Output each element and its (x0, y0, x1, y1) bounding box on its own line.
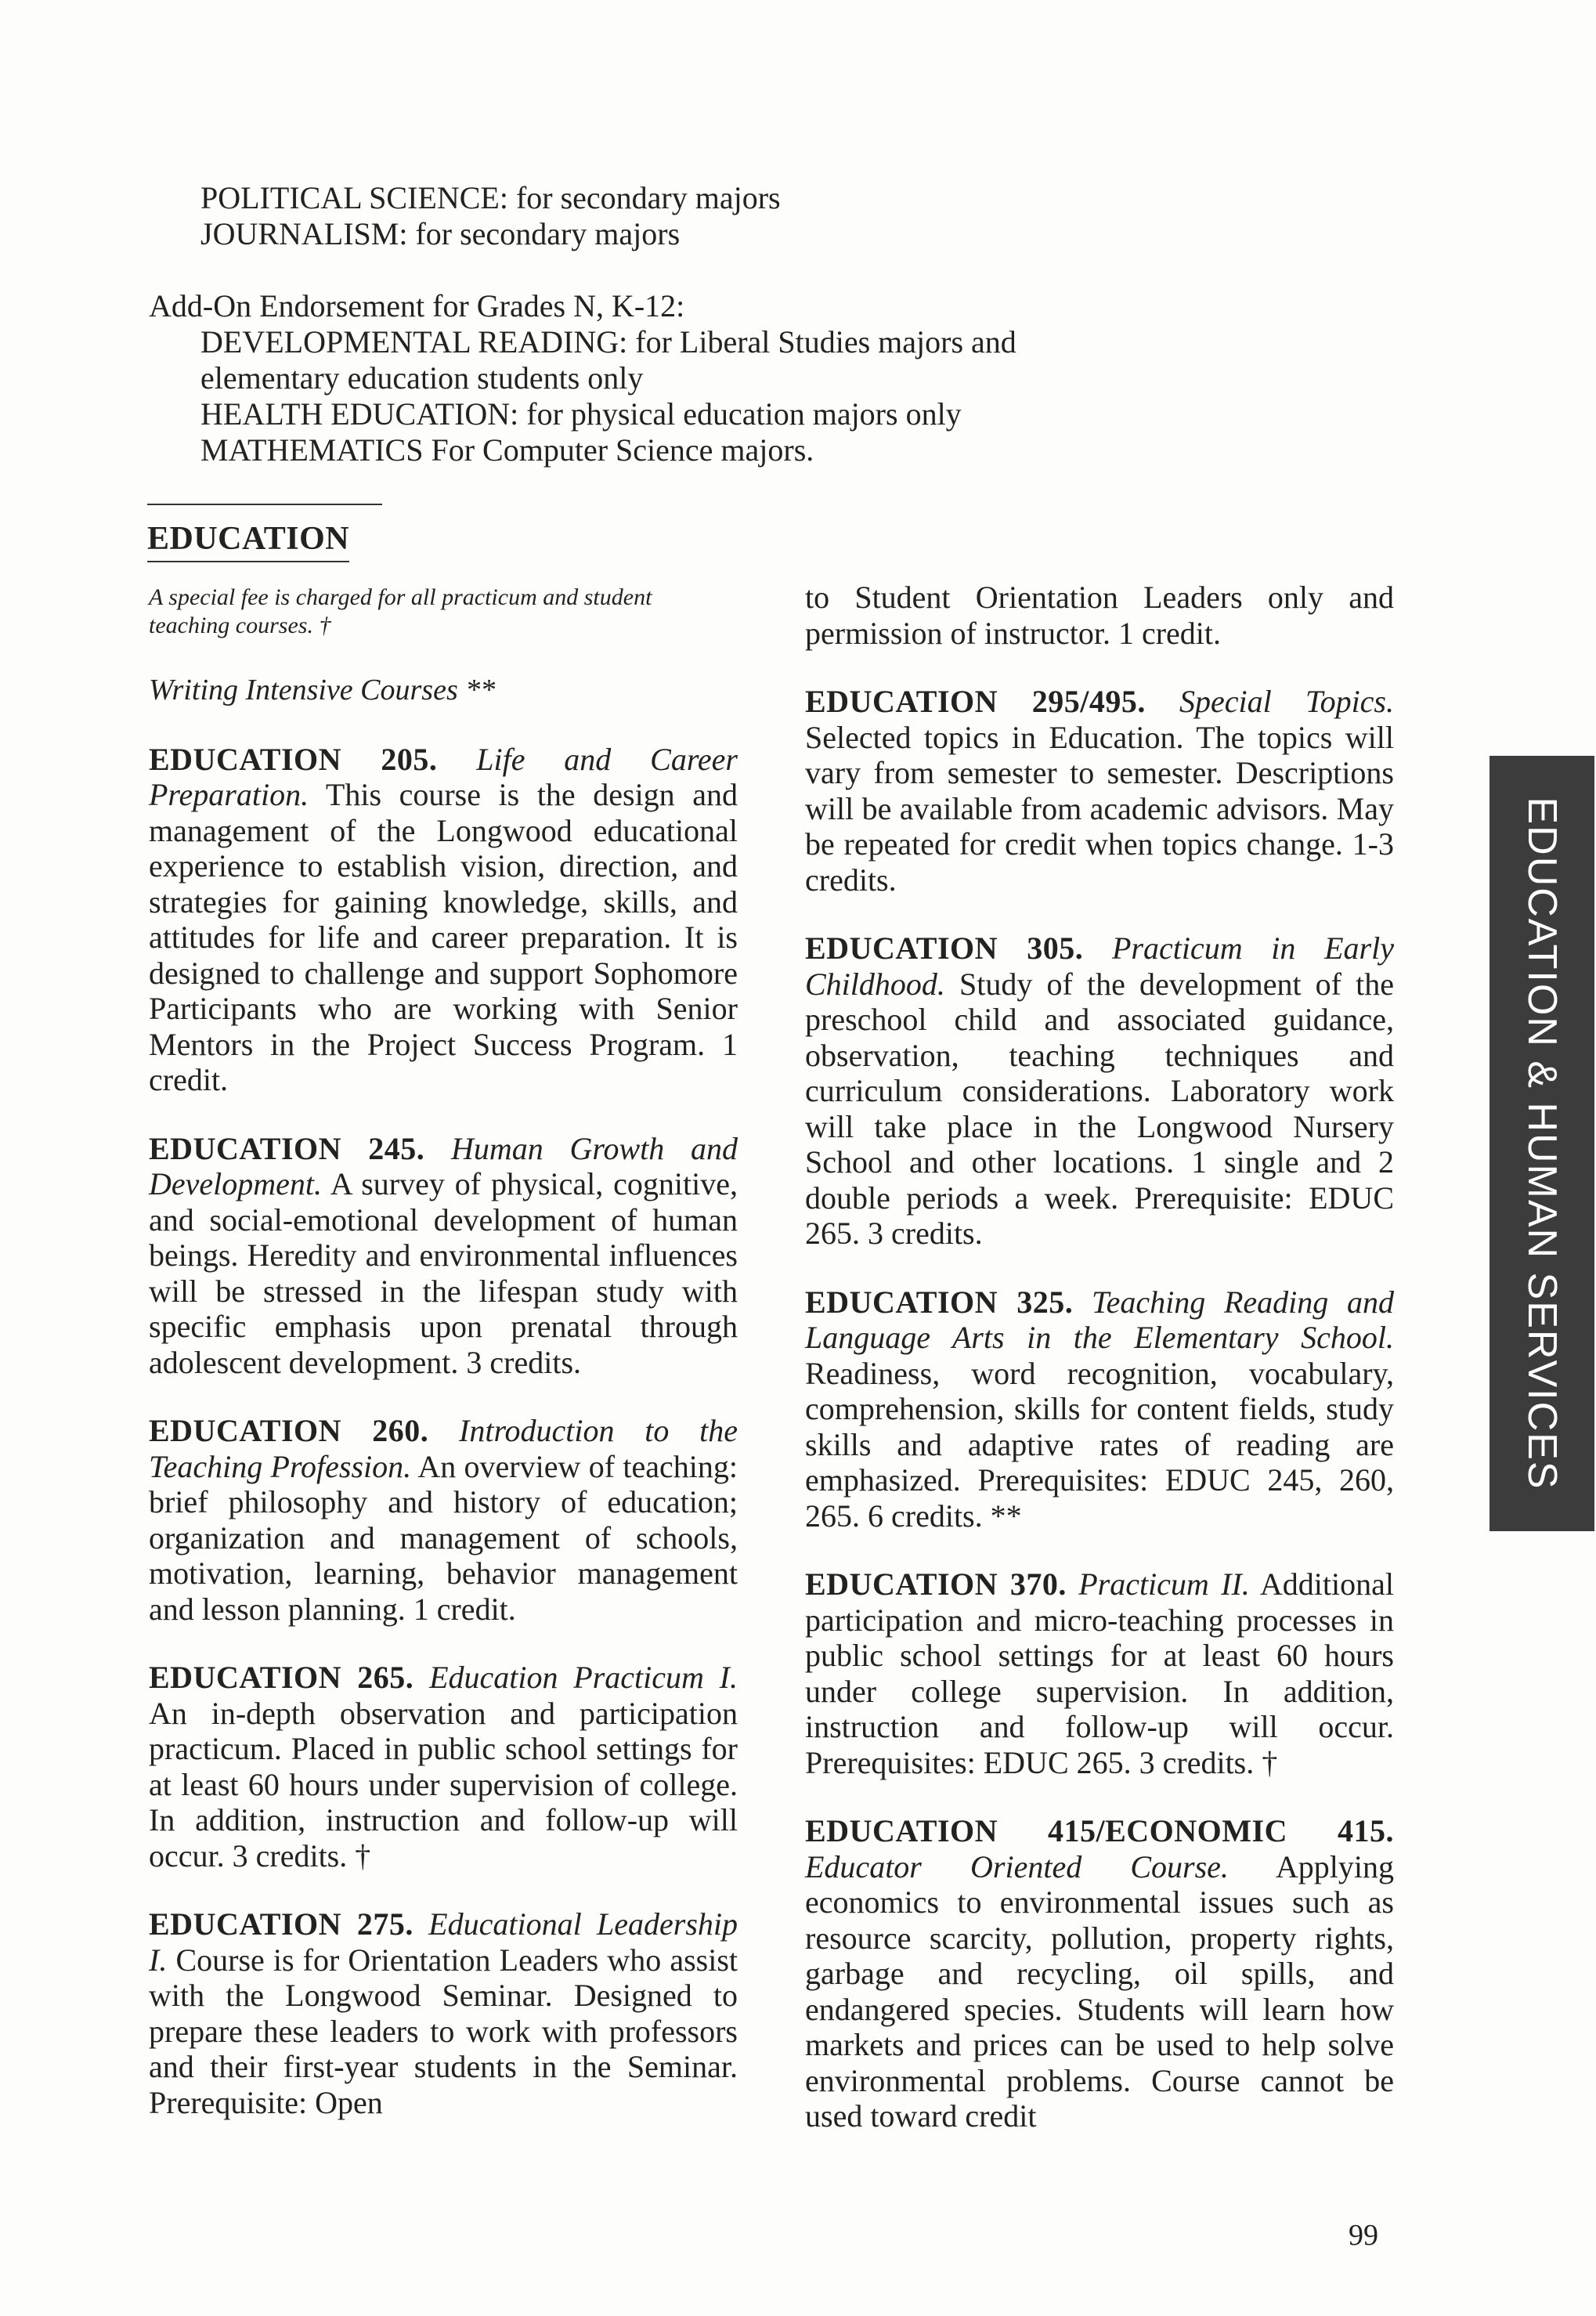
left-column (149, 584, 738, 2120)
course-entry (149, 1660, 738, 1873)
course-title: Education Practicum I. (429, 1660, 738, 1695)
course-title: Teaching Reading and Language Arts in the Elementary School. (805, 1284, 1394, 1355)
endorsement-list (149, 180, 1370, 468)
course-description: Study of the development of the preschool child and associated guidance, observation, teaching techniques and curriculum considerations. Laboratory work will take place in the Longwood Nursery School and other locations. 1 single and 2 double periods a week. Prerequisite: EDUC 265. 3 credits. (805, 966, 1394, 1251)
writing-intensive-note: Writing Intensive Courses ** (149, 674, 496, 706)
course-entry (149, 1131, 738, 1381)
course-number: EDUCATION 325. (805, 1284, 1074, 1320)
course-number: EDUCATION 370. (805, 1566, 1067, 1602)
course-description: An overview of teaching: brief philosophy and history of education; organization and management of schools, motivation, learning, behavior management and lesson planning. 1 credit. (149, 1448, 738, 1627)
course-title: Educational Leadership I. (149, 1906, 738, 1978)
endorsement-line: HEALTH EDUCATION: for physical education majors only (200, 396, 962, 432)
endorsement-line: DEVELOPMENTAL READING: for Liberal Studies majors and (200, 324, 1016, 360)
course-number: EDUCATION 245. (149, 1130, 425, 1166)
course-description: Readiness, word recognition, vocabulary, comprehension, skills for content fields, study skills and adaptive rates of reading are emphasized. Prerequisites: EDUC 245, 260, 265. 6 credits. ** (805, 1355, 1394, 1534)
endorsement-line: JOURNALISM: for secondary majors (200, 216, 681, 251)
course-title: Human Growth and Development. (149, 1130, 738, 1201)
side-tab-label: EDUCATION & HUMAN SERVICES (1519, 797, 1565, 1490)
course-number: EDUCATION 265. (149, 1660, 414, 1695)
course-number: EDUCATION 205. (149, 741, 438, 777)
section-side-tab (1489, 756, 1594, 1531)
course-description: This course is the design and management of the Longwood educational experience to establish vision, direction, and strategies for gaining knowledge, skills, and attitudes for life and career preparation. It is designed to challenge and support Sophomore Participants who are working with Senior Mentors in the Project Success Program. 1 credit. (149, 777, 738, 1097)
course-continuation: to Student Orientation Leaders only and permission of instructor. 1 credit. (805, 580, 1394, 651)
course-entry (805, 684, 1394, 898)
course-entry (805, 1566, 1394, 1780)
course-number: EDUCATION 305. (805, 930, 1084, 966)
course-title: Practicum in Early Childhood. (805, 930, 1394, 1002)
course-description: An in-depth observation and participation practicum. Placed in public school settings for at least 60 hours under supervision of college. In addition, instruction and follow-up will occur. 3 credits. † (149, 1695, 738, 1873)
course-number: EDUCATION 275. (149, 1906, 413, 1942)
endorsement-line: MATHEMATICS For Computer Science majors. (200, 432, 814, 468)
course-entry (149, 1906, 738, 2120)
course-entry (149, 742, 738, 1098)
course-entry (149, 1413, 738, 1627)
section-top-rule (147, 504, 382, 505)
course-entry (805, 1284, 1394, 1534)
endorsement-subheading: Add-On Endorsement for Grades N, K-12: (149, 288, 685, 323)
course-number: EDUCATION 295/495. (805, 684, 1146, 719)
course-title: Practicum II. (1078, 1566, 1250, 1602)
page-number: 99 (1349, 2219, 1378, 2252)
endorsement-line: elementary education students only (200, 360, 644, 396)
section-heading: EDUCATION (147, 520, 349, 562)
right-column (805, 580, 1394, 2134)
course-title: Life and Career Preparation. (149, 741, 738, 812)
course-description: Selected topics in Education. The topics will vary from semester to semester. Descriptions will be available from academic advisors. May be repeated for credit when topics change. 1-3 credits. (805, 719, 1394, 898)
course-description: A survey of physical, cognitive, and social-emotional development of human beings. Heredity and environmental influences will be stressed in the lifespan study with specific emphasis upon prenatal through adolescent development. 3 credits. (149, 1166, 738, 1380)
fee-note: A special fee is charged for all practicum and student teaching courses. † (149, 584, 652, 638)
course-number: EDUCATION 415/ECONOMIC 415. (805, 1813, 1394, 1848)
course-description: Course is for Orientation Leaders who assist with the Longwood Seminar. Designed to prepare these leaders to work with professors and their first-year students in the Seminar. Prerequisite: Open (149, 1942, 738, 2120)
endorsement-line: POLITICAL SCIENCE: for secondary majors (200, 180, 781, 215)
course-number: EDUCATION 260. (149, 1413, 429, 1448)
course-entry (805, 930, 1394, 1252)
course-description: Additional participation and micro-teaching processes in public school settings for at least 60 hours under college supervision. In addition, instruction and follow-up will occur. Prerequisites: EDUC 265. 3 credits. † (805, 1566, 1394, 1780)
course-title: Educator Oriented Course. (805, 1848, 1229, 1884)
course-entry (805, 1813, 1394, 2134)
course-description: Applying economics to environmental issues such as resource scarcity, pollution, property rights, garbage and recycling, oil spills, and endangered species. Students will learn how markets and prices can be used to help solve environmental problems. Course cannot be used toward credit (805, 1848, 1395, 2134)
course-title: Introduction to the Teaching Profession. (149, 1413, 738, 1484)
course-title: Special Topics. (1179, 684, 1394, 719)
